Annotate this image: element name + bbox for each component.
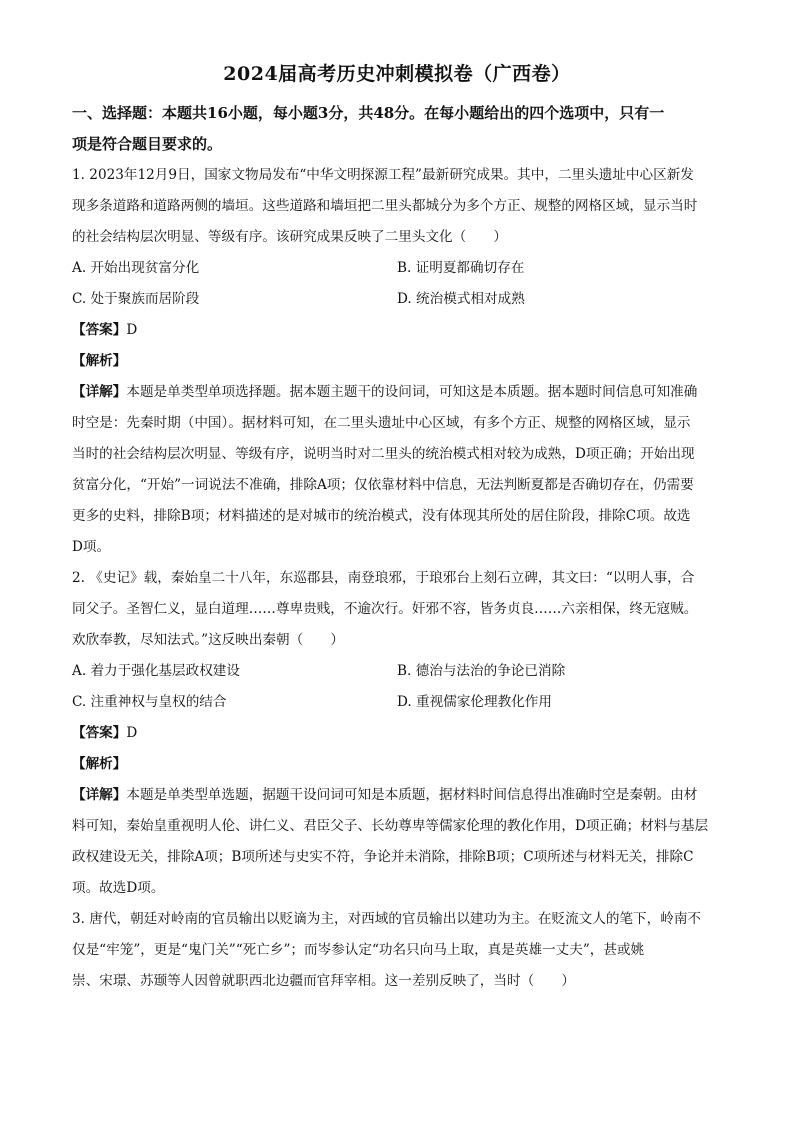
question-3-stem-line-1: 3. 唐代，朝廷对岭南的官员输出以贬谪为主，对西域的官员输出以建功为主。在贬流文人的笔下，岭南不 xyxy=(72,911,702,927)
question-1-option-b: B. 证明夏都确切存在 xyxy=(397,260,525,276)
question-2-answer xyxy=(72,718,722,749)
question-1-stem-line-2: 现多条道路和道路两侧的墙垣。这些道路和墙垣把二里头都城分为多个方正、规整的网格区域，显示当时 xyxy=(72,198,698,214)
question-2-option-a: A. 着力于强化基层政权建设 xyxy=(72,663,240,679)
question-1-analysis-label xyxy=(72,346,722,377)
detail-label: 【详解】 xyxy=(72,787,127,803)
section-instruction-line-1: 一、选择题：本题共16小题，每小题3分，共48分。在每小题给出的四个选项中，只有一 xyxy=(72,104,665,122)
question-1-detail-line-3: 当时的社会结构层次明显、等级有序，说明当时对二里头的统治模式相对较为成熟，D项正确；开始出现 xyxy=(72,446,695,462)
question-2-analysis-label xyxy=(72,749,722,780)
question-3-stem-line-2: 仅是“牢笼”，更是“鬼门关”“死亡乡”；而岑参认定“功名只向马上取，真是英雄一丈夫”，甚或姚 xyxy=(72,942,645,958)
question-2-detail-line-3: 政权建设无关，排除A项；B项所述与史实不符，争论并未消除，排除B项；C项所述与材料无关，排除C xyxy=(72,849,694,865)
question-1 xyxy=(72,160,722,563)
question-2 xyxy=(72,563,722,904)
question-1-stem-line-1: 1. 2023年12月9日，国家文物局发布“中华文明探源工程”最新研究成果。其中，二里头遗址中心区新发 xyxy=(72,167,694,183)
question-2-detail-line-4: 项。故选D项。 xyxy=(72,880,165,896)
question-2-stem-line-2: 同父子。圣智仁义，显白道理……尊卑贵贱，不逾次行。奸邪不容，皆务贞良……六亲相保，终无寇贼。 xyxy=(72,601,698,617)
detail-label: 【详解】 xyxy=(72,384,127,400)
question-2-option-d: D. 重视儒家伦理教化作用 xyxy=(397,694,552,710)
question-2-stem-line-1: 2. 《史记》载，秦始皇二十八年，东巡郡县，南登琅邪，于琅邪台上刻石立碑，其文曰：“以明人事，合 xyxy=(72,570,695,586)
question-1-answer xyxy=(72,315,722,346)
question-2-detail-line-2: 料可知，秦始皇重视明人伦、讲仁义、君臣父子、长幼尊卑等儒家伦理的教化作用，D项正确；材料与基层 xyxy=(72,818,709,834)
question-1-stem-line-3: 的社会结构层次明显、等级有序。该研究成果反映了二里头文化（ ） xyxy=(72,229,507,245)
exam-page xyxy=(72,60,722,997)
question-3 xyxy=(72,904,722,997)
answer-value: D xyxy=(126,322,138,338)
question-2-options xyxy=(72,656,722,718)
analysis-label: 【解析】 xyxy=(72,353,127,369)
question-1-option-d: D. 统治模式相对成熟 xyxy=(397,291,525,307)
detail-text: 本题是单类型单选题，据题干设问词可知是本质题，据材料时间信息得出准确时空是秦朝。由材 xyxy=(126,787,698,803)
question-1-detail-line-5: 更多的史料，排除B项；材料描述的是对城市的统治模式，没有体现其所处的居住阶段，排除C项。故选 xyxy=(72,508,691,524)
question-1-detail-line-2: 时空是：先秦时期（中国）。据材料可知，在二里头遗址中心区域，有多个方正、规整的网格区域，显示 xyxy=(72,415,691,431)
analysis-label: 【解析】 xyxy=(72,756,127,772)
question-1-detail-line-4: 贫富分化，“开始”一词说法不准确，排除A项；仅依靠材料中信息，无法判断夏都是否确切存在，仍需要 xyxy=(72,477,694,493)
answer-label: 【答案】 xyxy=(72,322,127,338)
question-3-stem-line-3: 崇、宋璟、苏颋等人因曾就职西北边疆而官拜宰相。这一差别反映了，当时（ ） xyxy=(72,973,575,989)
question-1-option-c: C. 处于聚族而居阶段 xyxy=(72,291,200,307)
detail-text: 本题是单类型单项选择题。据本题主题干的设问词，可知这是本质题。据本题时间信息可知准确 xyxy=(126,384,698,400)
page-title: 2024届高考历史冲刺模拟卷（广西卷） xyxy=(223,63,571,85)
question-2-option-b: B. 德治与法治的争论已消除 xyxy=(397,663,566,679)
question-1-option-a: A. 开始出现贫富分化 xyxy=(72,260,200,276)
question-2-stem-line-3: 欢欣奉教，尽知法式。”这反映出秦朝（ ） xyxy=(72,632,345,648)
answer-label: 【答案】 xyxy=(72,725,127,741)
section-instruction-line-2: 项是符合题目要求的。 xyxy=(72,135,223,153)
question-1-options xyxy=(72,253,722,315)
question-2-option-c: C. 注重神权与皇权的结合 xyxy=(72,694,227,710)
answer-value: D xyxy=(126,725,138,741)
question-2-detail-line-1 xyxy=(72,780,722,811)
question-1-detail-line-1 xyxy=(72,377,722,408)
question-1-detail-line-6: D项。 xyxy=(72,539,111,555)
